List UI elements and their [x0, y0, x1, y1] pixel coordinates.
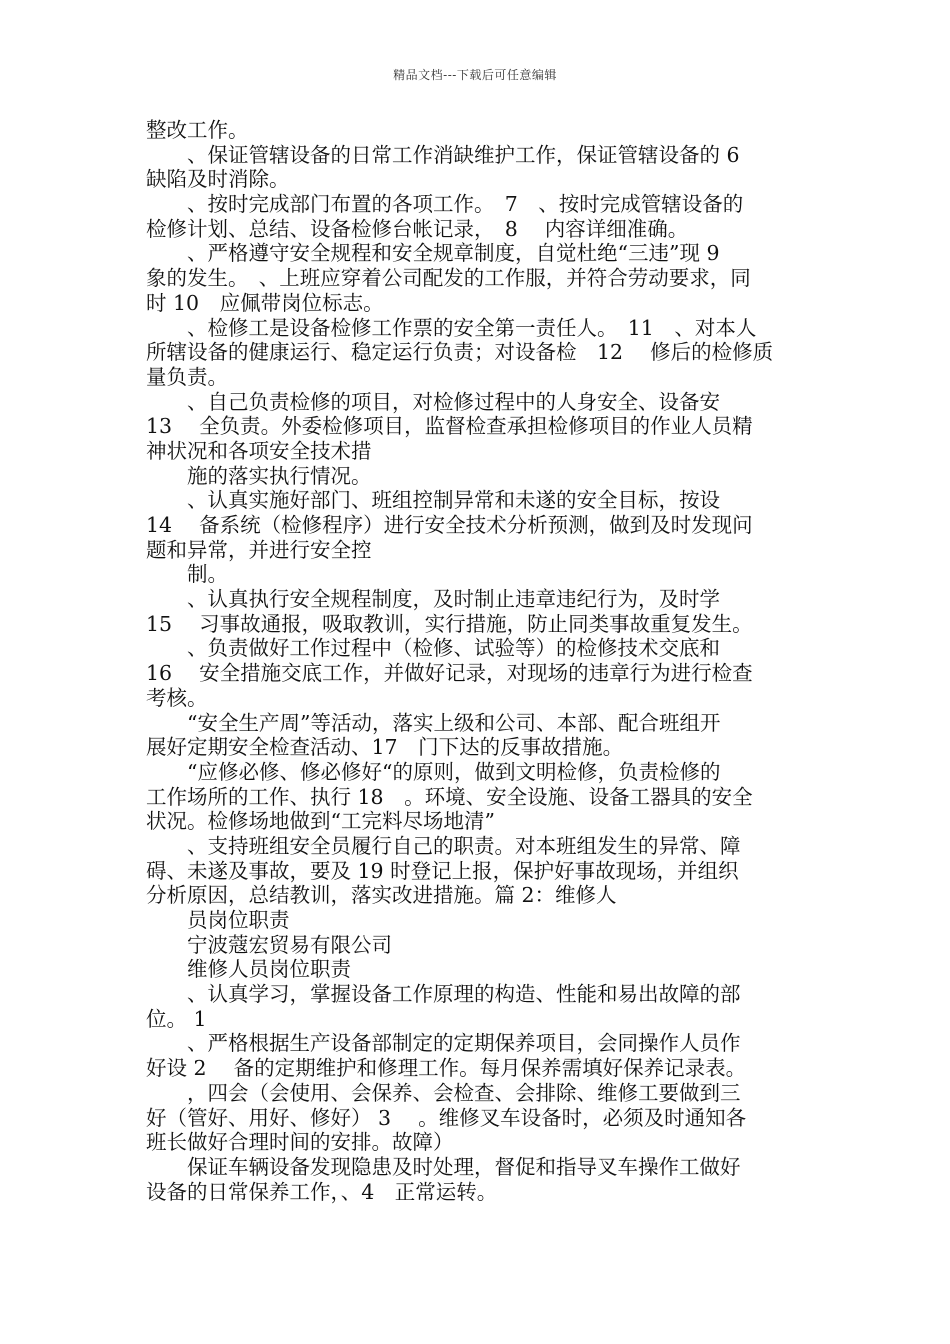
- text-line: 、自己负责检修的项目，对检修过程中的人身安全、设备安: [146, 389, 720, 414]
- text-line: 15 习事故通报，吸取教训，实行措施，防止同类事故重复发生。: [146, 611, 753, 636]
- text-line: 象的发生。 、上班应穿着公司配发的工作服，并符合劳动要求，同: [146, 266, 751, 291]
- text-line: 展好定期安全检查活动、17 门下达的反事故措施。: [146, 735, 624, 760]
- text-line: 14 备系统（检修程序）进行安全技术分析预测，做到及时发现问: [146, 513, 753, 537]
- text-line: 好（管好、用好、修好） 3 。维修叉车设备时，必须及时通知各: [146, 1105, 747, 1130]
- text-line: 施的落实执行情况。: [146, 463, 372, 488]
- text-line: 碍、未遂及事故，要及 19 时登记上报，保护好事故现场，并组织: [146, 858, 739, 883]
- text-line: 时 10 应佩带岗位标志。: [146, 290, 384, 315]
- text-line: 13 全负责。外委检修项目，监督检查承担检修项目的作业人员精: [146, 414, 753, 439]
- text-line: 题和异常，并进行安全控: [146, 537, 372, 562]
- text-line: 缺陷及时消除。: [146, 167, 290, 192]
- text-line: 、严格根据生产设备部制定的定期保养项目，会同操作人员作: [146, 1031, 741, 1056]
- text-line: 、保证管辖设备的日常工作消缺维护工作，保证管辖设备的 6: [146, 142, 740, 167]
- text-line: 位。 1: [146, 1006, 207, 1031]
- text-line: 检修计划、总结、设备检修台帐记录， 8 内容详细准确。: [146, 216, 689, 241]
- document-body: [146, 118, 816, 1204]
- text-line: 整改工作。: [146, 118, 249, 142]
- text-line: 16 安全措施交底工作，并做好记录，对现场的违章行为进行检查: [146, 661, 753, 686]
- text-line: 、认真实施好部门、班组控制异常和未遂的安全目标，按设: [146, 488, 720, 513]
- text-line: 、按时完成部门布置的各项工作。 7 、按时完成管辖设备的: [146, 192, 744, 217]
- text-line: 考核。: [146, 685, 208, 710]
- text-line: 工作场所的工作、执行 18 。环境、安全设施、设备工器具的安全: [146, 784, 753, 809]
- text-line: 量负责。: [146, 364, 228, 389]
- text-line: “安全生产周”等活动，落实上级和公司、本部、配合班组开: [146, 710, 721, 735]
- text-line: 、负责做好工作过程中（检修、试验等）的检修技术交底和: [146, 636, 720, 661]
- text-line: “应修必修、修必修好“的原则，做到文明检修，负责检修的: [146, 759, 721, 784]
- text-line: 所辖设备的健康运行、稳定运行负责；对设备检 12 修后的检修质: [146, 340, 774, 365]
- text-line: 员岗位职责: [146, 908, 290, 932]
- text-line: 好设 2 备的定期维护和修理工作。每月保养需填好保养记录表。: [146, 1056, 747, 1081]
- text-line: 保证车辆设备发现隐患及时处理，督促和指导叉车操作工做好: [146, 1154, 741, 1179]
- text-line: 班长做好合理时间的安排。故障）: [146, 1130, 454, 1155]
- text-line: 设备的日常保养工作，、4 正常运转。: [146, 1179, 498, 1204]
- text-line: 、支持班组安全员履行自己的职责。对本班组发生的异常、障: [146, 833, 741, 858]
- text-line: 、检修工是设备检修工作票的安全第一责任人。 11 、对本人: [146, 315, 757, 340]
- text-line: 状况。检修场地做到“工完料尽场地清”: [146, 809, 495, 834]
- text-line: 宁波蔻宏贸易有限公司: [146, 932, 392, 957]
- text-line: 、严格遵守安全规程和安全规章制度，自觉杜绝“三违”现 9: [146, 241, 720, 266]
- text-line: ，四会（会使用、会保养、会检查、会排除、维修工要做到三: [146, 1080, 741, 1105]
- text-line: 制。: [146, 562, 228, 587]
- text-line: 、认真执行安全规程制度，及时制止违章违纪行为，及时学: [146, 587, 720, 612]
- page-header: 精品文档---下载后可任意编辑: [393, 68, 557, 82]
- text-line: 分析原因，总结教训，落实改进措施。篇 2：维修人: [146, 883, 617, 908]
- text-line: 维修人员岗位职责: [146, 957, 351, 982]
- text-line: 、认真学习，掌握设备工作原理的构造、性能和易出故障的部: [146, 982, 741, 1007]
- text-line: 神状况和各项安全技术措: [146, 438, 372, 463]
